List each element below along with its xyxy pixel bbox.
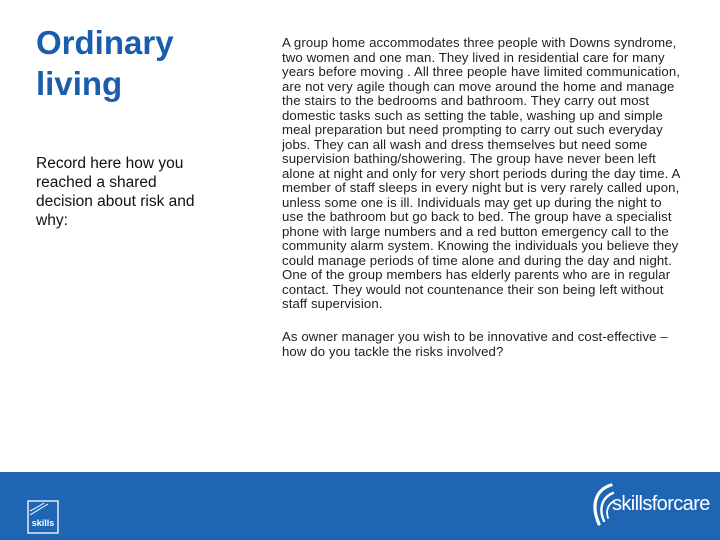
scenario-text: A group home accommodates three people with Downs syndrome, two women and one man. They lived in residential care for many years before moving . All three people have limited communication, are not very agile though can move around the home and manage the stairs to the bedrooms and bathroom. They carry out most domestic tasks such as setting the table, washing up and simple meal preparation but need prompting to carry out such everyday jobs. They can all wash and dress themselves but need some supervision bathing/showering. The group have never been left alone at night and only for very short periods during the day time. A member of staff sleeps in every night but is very rarely called upon, unless some one is ill. Individuals may get up during the night to use the bathroom but go back to bed. The group have a specialist phone with large numbers and a red button emergency call to the community alarm system. Knowing the individuals you believe they could manage periods of time alone and during the day and night. One of the group members has elderly parents who are in regular contact. They would not countenance their son being left without staff supervision. xyxy=(282,35,681,311)
footer-bar xyxy=(0,472,720,540)
slide-title: Ordinary living xyxy=(36,24,174,102)
brand-name: skillsforcare xyxy=(612,493,710,515)
scenario-column xyxy=(282,36,684,359)
record-prompt: Record here how you reached a shared decision about risk and why: xyxy=(36,155,195,229)
skills-for-care-logo xyxy=(589,482,717,534)
question-text: As owner manager you wish to be innovative and cost-effective – how do you tackle the risks involved? xyxy=(282,328,668,359)
skills-logo-icon xyxy=(26,499,60,535)
left-column xyxy=(36,22,236,230)
skills-logo-text: skills xyxy=(31,518,55,528)
